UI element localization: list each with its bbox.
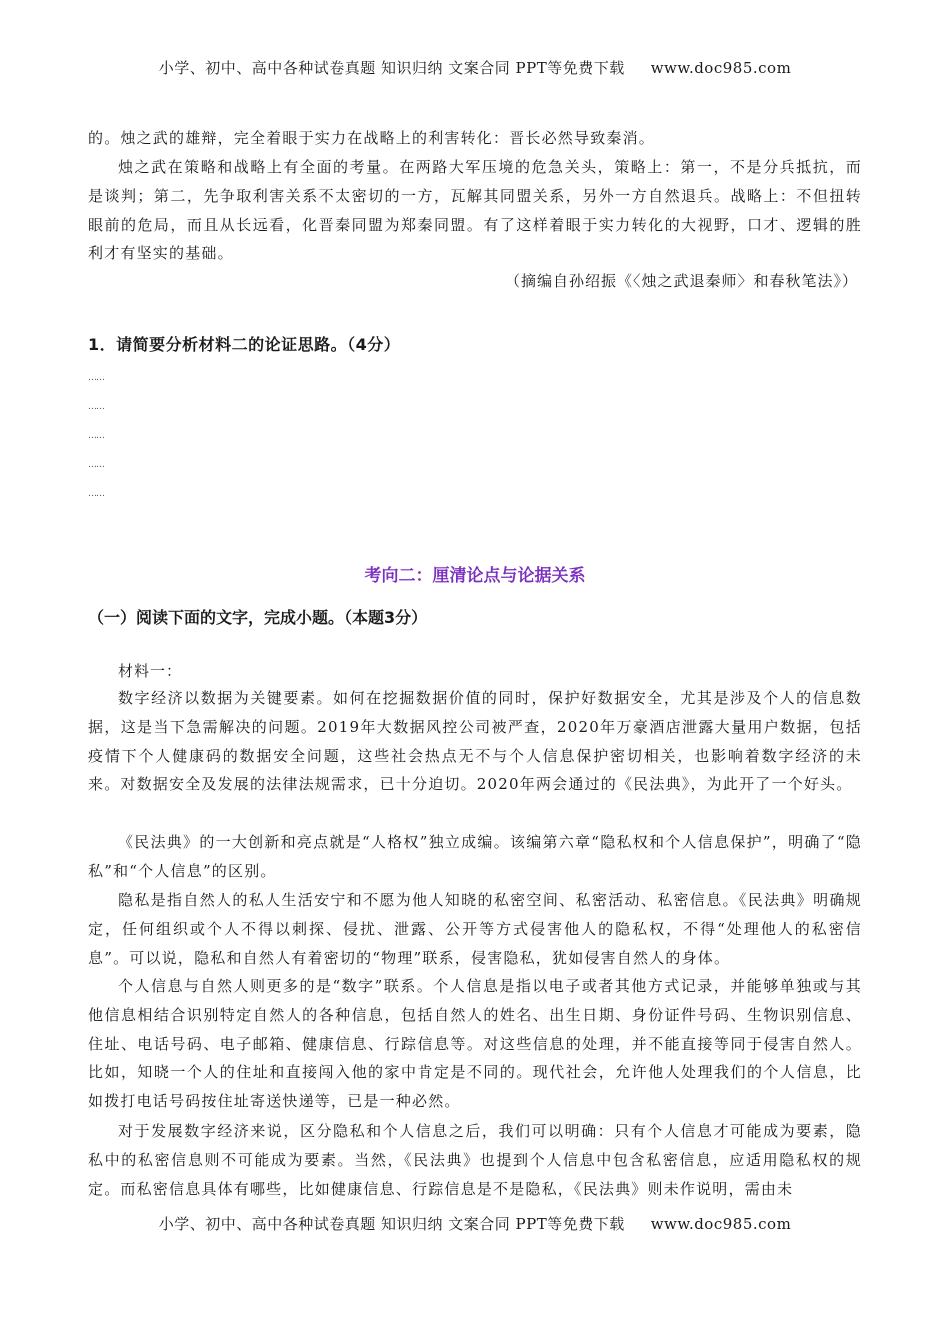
header-text: 小学、初中、高中各种试卷真题 知识归纳 文案合同 PPT等免费下载 bbox=[158, 59, 625, 77]
passage-paragraph: 烛之武在策略和战略上有全面的考量。在两路大军压境的危急关头，策略上：第一，不是分兵抵抗，而是谈判；第二，先争取利害关系不太密切的一方，瓦解其同盟关系，另外一方自然退兵。战略上：不但扭转眼前的危局，而且从长远看，化晋秦同盟为郑秦同盟。有了这样着眼于实力转化的大视野，口才、逻辑的胜利才有坚实的基础。 bbox=[88, 158, 862, 263]
source-citation: （摘编自孙绍振《〈烛之武退秦师〉和春秋笔法》） bbox=[504, 272, 858, 290]
material-label: 材料一： bbox=[118, 662, 183, 680]
page-header bbox=[0, 57, 950, 78]
material-paragraph: 数字经济以数据为关键要素。如何在挖掘数据价值的同时，保护好数据安全，尤其是涉及个人的信息数据，这是当下急需解决的问题。2019年大数据风控公司被严查，2020年万豪酒店泄露大量用户数据，包括疫情下个人健康码的数据安全问题，这些社会热点无不与个人信息保护密切相关，也影响着数字经济的未来。对数据安全及发展的法律法规需求，已十分迫切。2020年两会通过的《民法典》，为此开了一个好头。 bbox=[88, 689, 862, 794]
footer-url[interactable]: www.doc985.com bbox=[650, 1215, 792, 1233]
answer-line[interactable]: …… bbox=[88, 460, 104, 470]
material-paragraph: 《民法典》的一大创新和亮点就是“人格权”独立成编。该编第六章“隐私权和个人信息保护”，明确了“隐私”和“个人信息”的区别。 bbox=[88, 833, 862, 880]
material-paragraph: 对于发展数字经济来说，区分隐私和个人信息之后，我们可以明确：只有个人信息才可能成为要素，隐私中的私密信息则不可能成为要素。当然，《民法典》也提到个人信息中包含私密信息，应适用隐私权的规定。而私密信息具体有哪些，比如健康信息、行踪信息是不是隐私，《民法典》则未作说明，需由未 bbox=[88, 1122, 862, 1198]
section-title: 考向二：厘清论点与论据关系 bbox=[364, 566, 586, 586]
footer-text: 小学、初中、高中各种试卷真题 知识归纳 文案合同 PPT等免费下载 bbox=[158, 1215, 625, 1233]
answer-line[interactable]: …… bbox=[88, 373, 104, 383]
answer-line[interactable]: …… bbox=[88, 402, 104, 412]
passage-paragraph: 的。烛之武的雄辩，完全着眼于实力在战略上的利害转化：晋长必然导致秦消。 bbox=[88, 129, 656, 147]
subheading: （一）阅读下面的文字，完成小题。（本题3分） bbox=[88, 608, 428, 627]
material-paragraph: 个人信息与自然人则更多的是“数字”联系。个人信息是指以电子或者其他方式记录，并能够单独或与其他信息相结合识别特定自然人的各种信息，包括自然人的姓名、出生日期、身份证件号码、生物识别信息、住址、电话号码、电子邮箱、健康信息、行踪信息等。对这些信息的处理，并不能直接等同于侵害自然人。比如，知晓一个人的住址和直接闯入他的家中肯定是不同的。现代社会，允许他人处理我们的个人信息，比如拨打电话号码按住址寄送快递等，已是一种必然。 bbox=[88, 977, 862, 1111]
answer-line[interactable]: …… bbox=[88, 431, 104, 441]
header-url[interactable]: www.doc985.com bbox=[650, 59, 792, 77]
material-paragraph: 隐私是指自然人的私人生活安宁和不愿为他人知晓的私密空间、私密活动、私密信息。《民法典》明确规定，任何组织或个人不得以刺探、侵扰、泄露、公开等方式侵害他人的隐私权，不得“处理他人的私密信息”。可以说，隐私和自然人有着密切的“物理”联系，侵害隐私，犹如侵害自然人的身体。 bbox=[88, 891, 862, 967]
question-1: 1．请简要分析材料二的论证思路。（4分） bbox=[88, 335, 401, 354]
answer-line[interactable]: …… bbox=[88, 489, 104, 499]
page-footer bbox=[0, 1213, 950, 1234]
